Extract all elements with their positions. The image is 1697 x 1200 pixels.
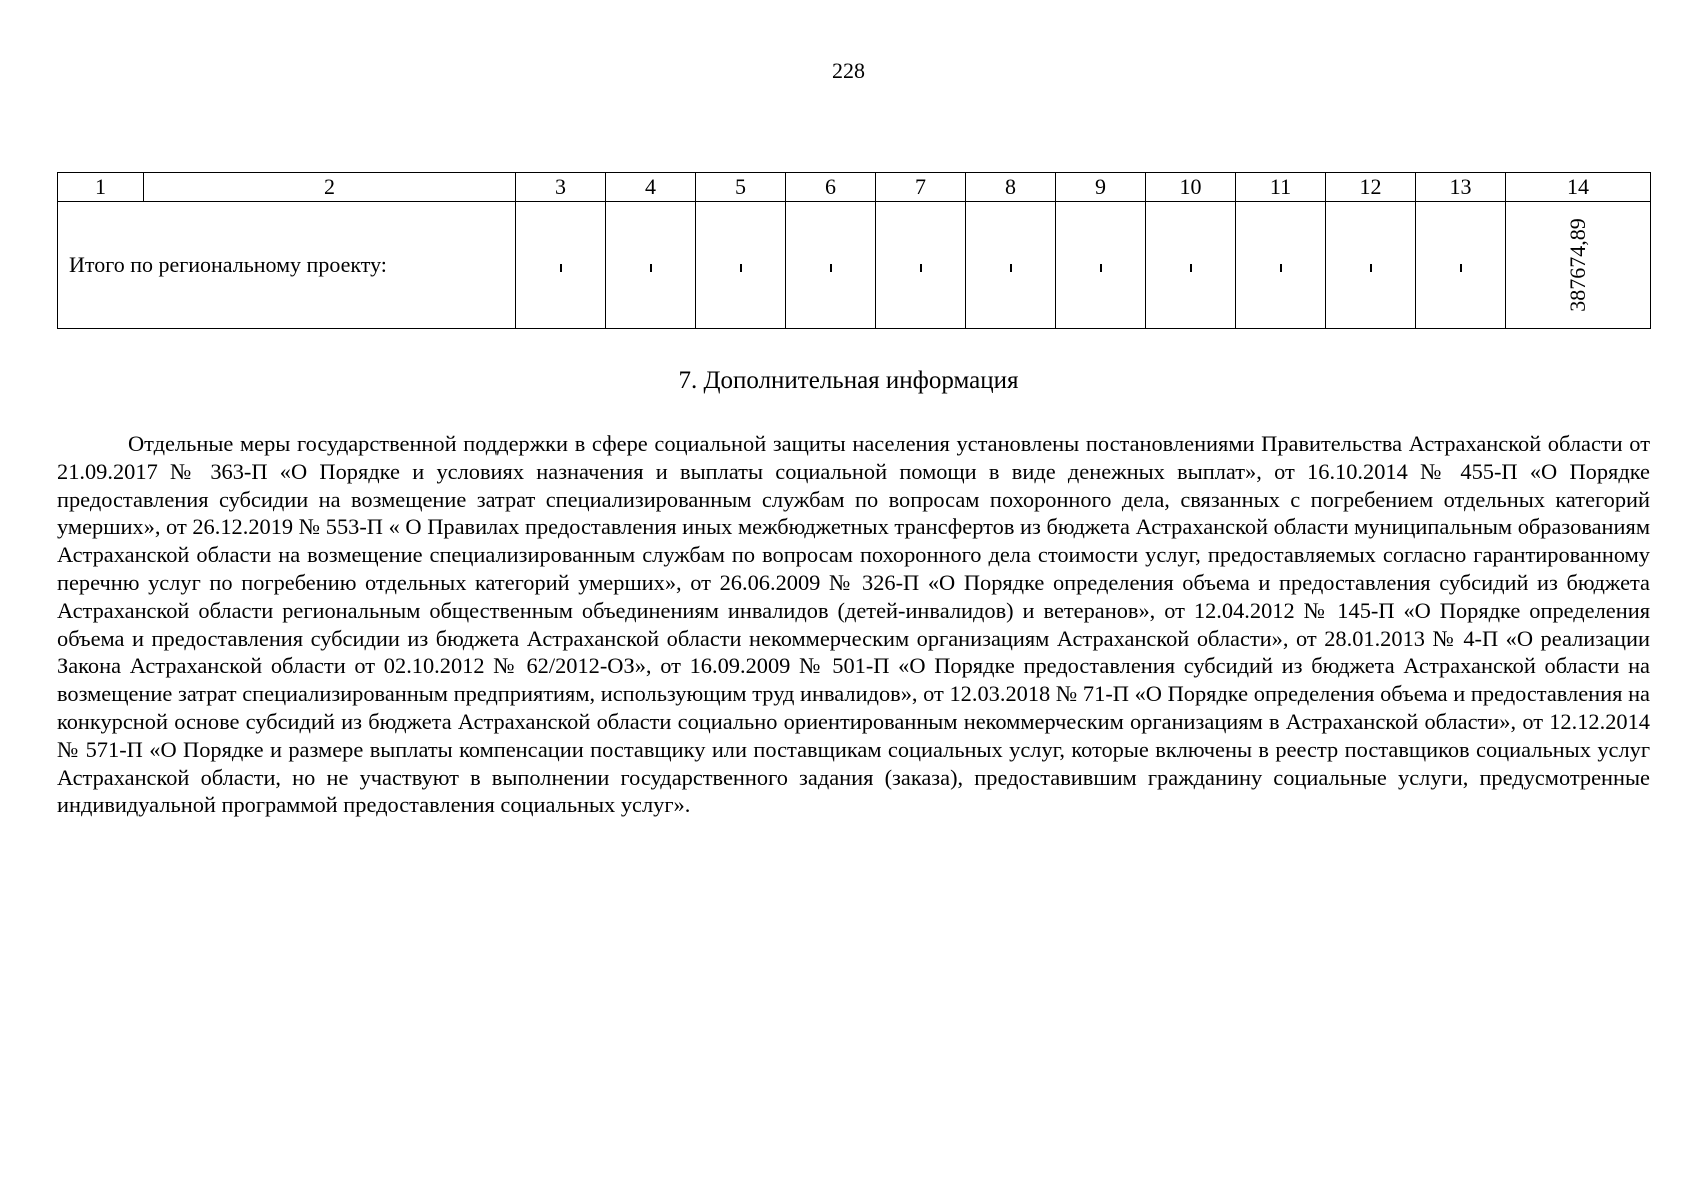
- dash-mark: [560, 264, 562, 272]
- total-row-label: Итого по региональному проекту:: [58, 202, 516, 329]
- column-number-row: [58, 173, 1651, 202]
- dash-mark: [1010, 264, 1012, 272]
- value-cell: [1056, 202, 1146, 329]
- column-number: 7: [876, 173, 966, 202]
- dash-mark: [1100, 264, 1102, 272]
- value-cell: [1326, 202, 1416, 329]
- column-number: 5: [696, 173, 786, 202]
- value-cell: [1416, 202, 1506, 329]
- dash-mark: [920, 264, 922, 272]
- dash-mark: [1460, 264, 1462, 272]
- column-number: 1: [58, 173, 144, 202]
- value-cell: [1146, 202, 1236, 329]
- section-heading: 7. Дополнительная информация: [678, 367, 1019, 394]
- column-number: 6: [786, 173, 876, 202]
- dash-mark: [1190, 264, 1192, 272]
- column-number: 8: [966, 173, 1056, 202]
- column-number: 13: [1416, 173, 1506, 202]
- value-cell: [966, 202, 1056, 329]
- body-paragraph: Отдельные меры государственной поддержки в сфере социальной защиты населения установлены постановлениями Правительства Астраханской области от 21.09.2017 № 363-П «О Порядке и условиях назначения и выплаты социальной помощи в виде денежных выплат», от 16.10.2014 № 455-П «О Порядке предоставления субсидии на возмещение затрат специализированным службам по вопросам похоронного дела, связанных с погребением отдельных категорий умерших», от 26.12.2019 № 553-П « О Правилах предоставления иных межбюджетных трансфертов из бюджета Астраханской области муниципальным образованиям Астраханской области на возмещение специализированным службам по вопросам похоронного дела стоимости услуг, предоставляемых согласно гарантированному перечню услуг по погребению отдельных категорий умерших», от 26.06.2009 № 326-П «О Порядке определения объема и предоставления субсидий из бюджета Астраханской области региональным общественным объединениям инвалидов (детей-инвалидов) и ветеранов», от 12.04.2012 № 145-П «О Порядке определения объема и предоставления субсидии из бюджета Астраханской области некоммерческим организациям Астраханской области», от 28.01.2013 № 4-П «О реализации Закона Астраханской области от 02.10.2012 № 62/2012-ОЗ», от 16.09.2009 № 501-П «О Порядке предоставления субсидий из бюджета Астраханской области на возмещение затрат специализированным предприятиям, использующим труд инвалидов», от 12.03.2018 № 71-П «О Порядке определения объема и предоставления на конкурсной основе субсидий из бюджета Астраханской области социально ориентированным некоммерческим организациям в Астраханской области», от 12.12.2014 № 571-П «О Порядке и размере выплаты компенсации поставщику или поставщикам социальных услуг, которые включены в реестр поставщиков социальных услуг Астраханской области, но не участвуют в выполнении государственного задания (заказа), предоставившим гражданину социальные услуги, предусмотренные индивидуальной программой предоставления социальных услуг».: [57, 431, 1650, 818]
- dash-mark: [1280, 264, 1282, 272]
- column-number: 2: [144, 173, 516, 202]
- total-row: [58, 202, 1651, 329]
- dash-mark: [830, 264, 832, 272]
- total-cell: [1506, 202, 1651, 329]
- column-number: 9: [1056, 173, 1146, 202]
- dash-mark: [1370, 264, 1372, 272]
- column-number: 12: [1326, 173, 1416, 202]
- column-number: 11: [1236, 173, 1326, 202]
- page-number: 228: [832, 58, 865, 83]
- value-cell: [786, 202, 876, 329]
- column-number: 10: [1146, 173, 1236, 202]
- total-value: 387674,89: [1565, 218, 1590, 312]
- value-cell: [516, 202, 606, 329]
- column-number: 3: [516, 173, 606, 202]
- dash-mark: [650, 264, 652, 272]
- column-number: 14: [1506, 173, 1651, 202]
- value-cell: [876, 202, 966, 329]
- dash-mark: [740, 264, 742, 272]
- budget-table: [57, 172, 1651, 329]
- column-number: 4: [606, 173, 696, 202]
- value-cell: [1236, 202, 1326, 329]
- value-cell: [696, 202, 786, 329]
- value-cell: [606, 202, 696, 329]
